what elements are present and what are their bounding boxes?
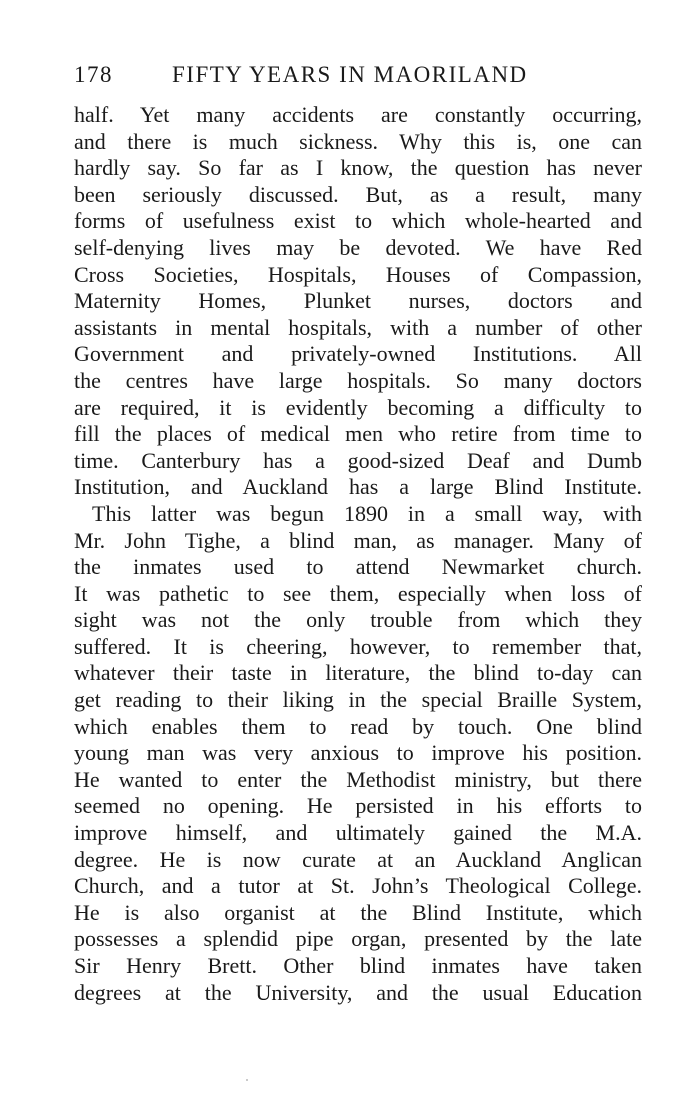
- text-line: degree. He is now curate at an Auckland Anglican: [74, 846, 642, 872]
- body-text: [74, 102, 642, 1006]
- text-line: Institution, and Auckland has a large Blind Institute.: [74, 474, 642, 500]
- text-line: Mr. John Tighe, a blind man, as manager. Many of: [74, 527, 642, 553]
- running-head: [74, 58, 642, 92]
- text-line: fill the places of medical men who retire from time to: [74, 421, 642, 447]
- paragraph-start-line: This latter was begun 1890 in a small way, with: [92, 500, 642, 526]
- text-line: the centres have large hospitals. So many doctors: [74, 367, 642, 393]
- running-title: FIFTY YEARS IN MAORILAND: [172, 62, 528, 87]
- text-line: which enables them to read by touch. One blind: [74, 713, 642, 739]
- text-line: He wanted to enter the Methodist ministry, but there: [74, 766, 642, 792]
- text-line: and there is much sickness. Why this is, one can: [74, 128, 642, 154]
- text-line: whatever their taste in literature, the blind to-day can: [74, 660, 642, 686]
- text-line: half. Yet many accidents are constantly occurring,: [74, 102, 642, 127]
- text-line: Maternity Homes, Plunket nurses, doctors and: [74, 288, 642, 314]
- text-line: self-denying lives may be devoted. We have Red: [74, 234, 642, 260]
- text-line: improve himself, and ultimately gained the M.A.: [74, 820, 642, 846]
- text-line: are required, it is evidently becoming a difficulty to: [74, 394, 642, 420]
- text-line: hardly say. So far as I know, the question has never: [74, 155, 642, 181]
- text-line: Cross Societies, Hospitals, Houses of Compassion,: [74, 261, 642, 287]
- text-line: get reading to their liking in the special Braille System,: [74, 687, 642, 713]
- text-line: assistants in mental hospitals, with a number of other: [74, 314, 642, 340]
- paper-speck: [246, 1079, 248, 1081]
- text-line: sight was not the only trouble from which they: [74, 607, 642, 633]
- text-line: young man was very anxious to improve his position.: [74, 740, 642, 766]
- text-line: degrees at the University, and the usual Education: [74, 979, 642, 1005]
- text-line: forms of usefulness exist to which whole-hearted and: [74, 208, 642, 234]
- text-line: Church, and a tutor at St. John’s Theological College.: [74, 873, 642, 899]
- text-line: been seriously discussed. But, as a result, many: [74, 181, 642, 207]
- text-line: possesses a splendid pipe organ, presented by the late: [74, 926, 642, 952]
- text-line: time. Canterbury has a good-sized Deaf and Dumb: [74, 447, 642, 473]
- text-line: He is also organist at the Blind Institute, which: [74, 899, 642, 925]
- text-line: seemed no opening. He persisted in his efforts to: [74, 793, 642, 819]
- text-line: Sir Henry Brett. Other blind inmates have taken: [74, 953, 642, 978]
- page-number: 178: [74, 62, 113, 87]
- text-line: It was pathetic to see them, especially when loss of: [74, 580, 642, 606]
- text-line: suffered. It is cheering, however, to remember that,: [74, 633, 642, 659]
- text-line: Government and privately-owned Institutions. All: [74, 341, 642, 367]
- text-line: the inmates used to attend Newmarket church.: [74, 554, 642, 580]
